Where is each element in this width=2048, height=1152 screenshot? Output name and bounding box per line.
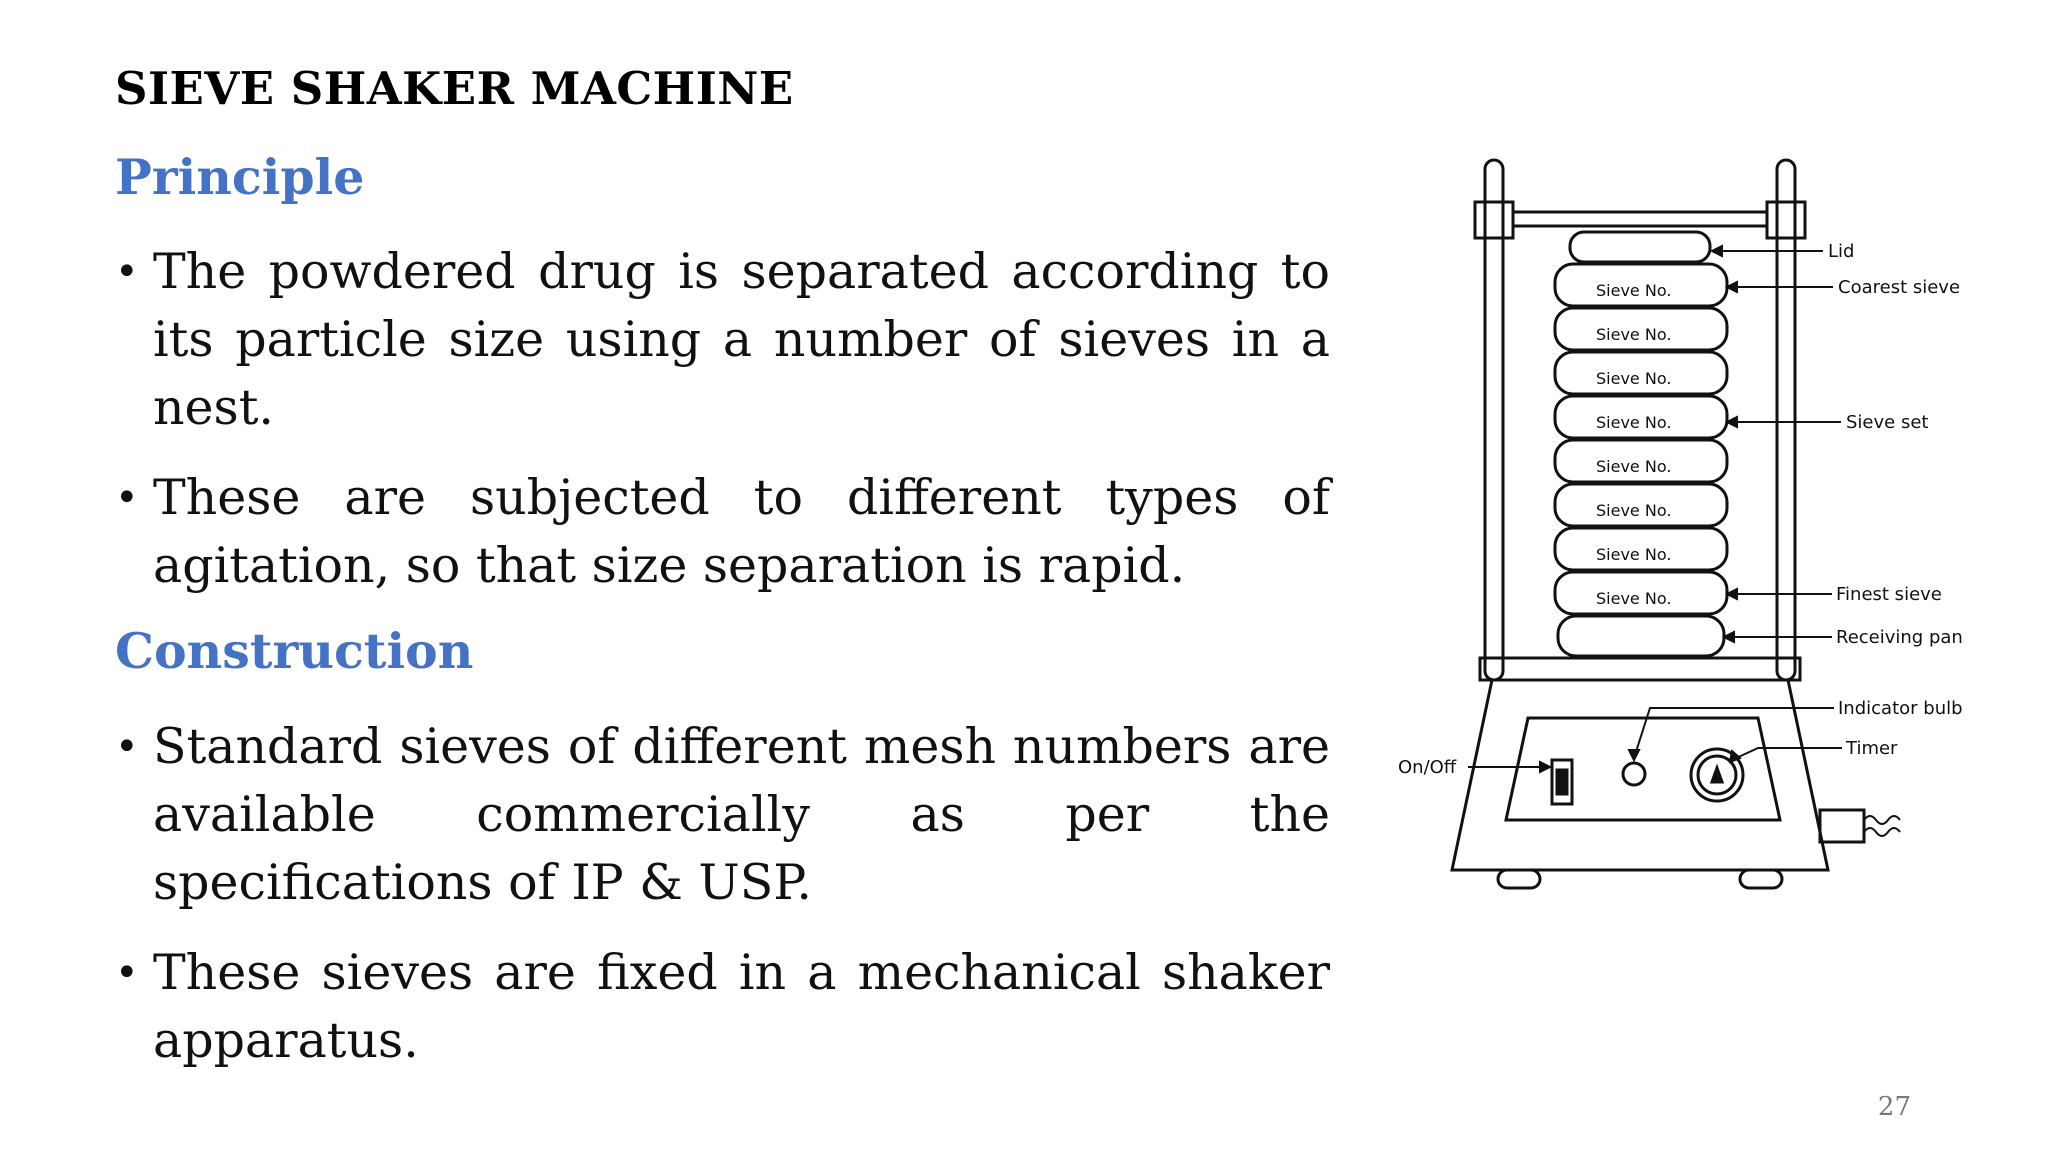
- receiving-pan: [1558, 616, 1724, 656]
- principle-heading: Principle: [115, 148, 365, 206]
- sieve-label-8: Sieve No.: [1596, 589, 1672, 608]
- page-number: 27: [1877, 1092, 1911, 1122]
- indicator-bulb: [1623, 763, 1645, 785]
- timer-label: Timer: [1846, 738, 1898, 759]
- sieve-label-2: Sieve No.: [1596, 325, 1672, 344]
- power-cord: [1864, 816, 1900, 836]
- platform: [1480, 658, 1800, 680]
- sieve-label-7: Sieve No.: [1596, 545, 1672, 564]
- left-foot: [1498, 870, 1540, 888]
- on-off-label: On/Off: [1398, 757, 1457, 778]
- sieve-label-3: Sieve No.: [1596, 369, 1672, 388]
- sieve-shaker-diagram: [1380, 130, 1970, 900]
- top-bar: [1513, 212, 1767, 226]
- switch-toggle: [1557, 770, 1567, 794]
- sieve-set-label: Sieve set: [1846, 412, 1929, 433]
- sieve-shaker-illustration: [1380, 130, 1970, 900]
- finest-sieve-label: Finest sieve: [1836, 584, 1942, 605]
- left-clamp: [1475, 202, 1513, 238]
- lid-label: Lid: [1828, 241, 1855, 262]
- bulb-arrow: [1629, 750, 1639, 760]
- slide-title: SIEVE SHAKER MACHINE: [115, 62, 794, 115]
- coarest-sieve-label: Coarest sieve: [1838, 277, 1961, 298]
- power-plug: [1820, 810, 1864, 842]
- construction-bullet-2: • These sieves are fixed in a mechanical shaker apparatus.: [115, 939, 1330, 1075]
- principle-bullets: [115, 238, 1330, 622]
- principle-bullet-1: • The powdered drug is separated according to its particle size using a number of sieves in a nest.: [115, 238, 1330, 442]
- construction-bullet-1: • Standard sieves of different mesh numbers are available commercially as per the specifications of IP & USP.: [115, 713, 1330, 917]
- construction-bullets: [115, 713, 1330, 1097]
- right-clamp: [1767, 202, 1805, 238]
- sieve-label-4: Sieve No.: [1596, 413, 1672, 432]
- receiving-pan-label: Receiving pan: [1836, 627, 1963, 648]
- sieve-label-6: Sieve No.: [1596, 501, 1672, 520]
- timer-leader: [1732, 748, 1842, 760]
- principle-bullet-2: • These are subjected to different types of agitation, so that size separation is rapid.: [115, 464, 1330, 600]
- timer-pointer: [1712, 768, 1722, 782]
- lid: [1570, 232, 1710, 262]
- construction-heading: Construction: [115, 622, 474, 680]
- switch-arrow: [1540, 762, 1550, 772]
- lid-arrow: [1712, 246, 1722, 256]
- sieve-label-5: Sieve No.: [1596, 457, 1672, 476]
- indicator-bulb-label: Indicator bulb: [1838, 698, 1963, 719]
- sieve-label-1: Sieve No.: [1596, 281, 1672, 300]
- right-foot: [1740, 870, 1782, 888]
- pan-arrow: [1724, 632, 1734, 642]
